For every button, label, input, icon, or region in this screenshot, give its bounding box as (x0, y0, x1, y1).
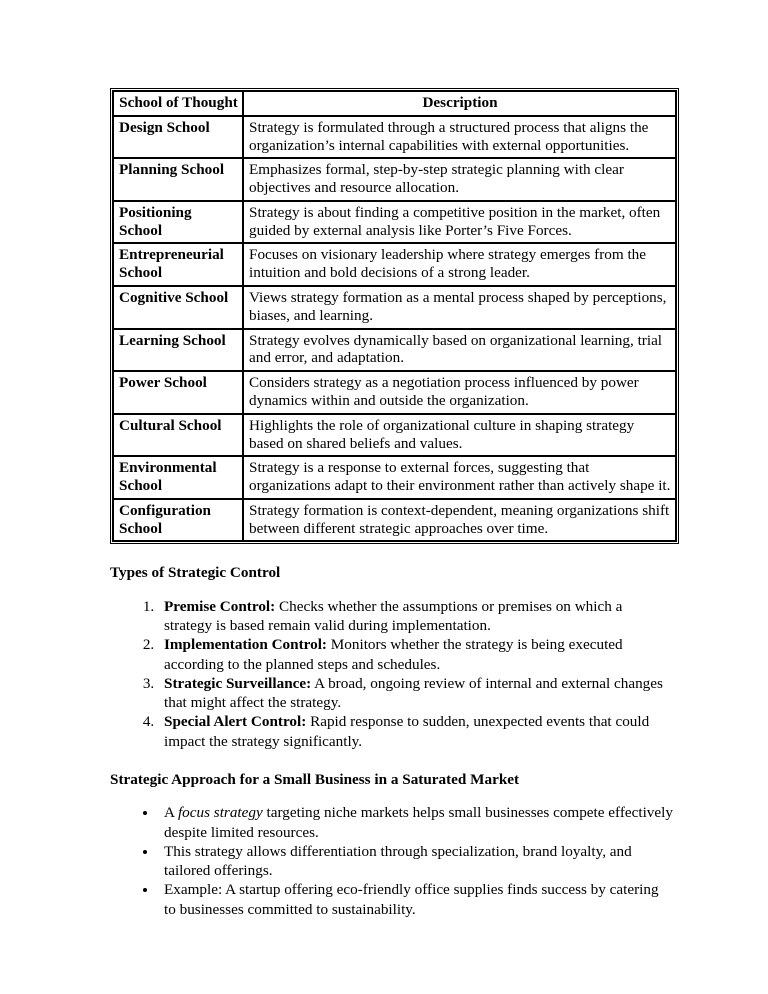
cell-school: Cultural School (113, 414, 243, 457)
list-item-text-before: Example: A startup offering eco-friendly office supplies finds success by catering to businesses committed to sustainability. (164, 881, 659, 918)
list-item-lead: Implementation Control: (164, 636, 327, 654)
list-item (158, 635, 673, 674)
cell-school: Planning School (113, 158, 243, 201)
list-item (158, 842, 673, 881)
cell-description: Strategy is a response to external forces, suggesting that organizations adapt to their environment rather than actively shape it. (243, 456, 676, 499)
list-item-text: Checks whether the assumptions or premises on which a strategy is based remain valid during implementation. (164, 597, 623, 634)
cell-school: Power School (113, 371, 243, 414)
list-item-text-before: This strategy allows differentiation through specialization, brand loyalty, and tailored offerings. (164, 842, 632, 880)
cell-school: Cognitive School (113, 286, 243, 329)
heading-types-of-strategic-control: Types of Strategic Control (110, 564, 281, 582)
cell-school: Learning School (113, 329, 243, 372)
cell-description: Views strategy formation as a mental process shaped by perceptions, biases, and learning. (243, 286, 676, 329)
list-item-text: Monitors whether the strategy is being executed according to the planned steps and schedules. (164, 636, 623, 673)
list-item (158, 803, 673, 842)
table-row (113, 371, 676, 414)
list-item-text-after: targeting niche markets helps small businesses compete effectively despite limited resources. (164, 804, 673, 841)
list-item (158, 674, 673, 713)
table-row (113, 243, 676, 286)
list-item-text: A broad, ongoing review of internal and external changes that might affect the strategy. (164, 674, 663, 712)
table-row (113, 201, 676, 244)
table-row (113, 414, 676, 457)
cell-description: Strategy is about finding a competitive position in the market, often guided by external analysis like Porter’s Five Forces. (243, 201, 676, 244)
table-row (113, 499, 676, 542)
table-row (113, 116, 676, 159)
strategic-approach-list (110, 803, 673, 919)
cell-description: Focuses on visionary leadership where strategy emerges from the intuition and bold decisions of a strong leader. (243, 243, 676, 286)
list-item-lead: Special Alert Control: (164, 713, 307, 731)
heading-strategic-approach: Strategic Approach for a Small Business in a Saturated Market (110, 771, 520, 789)
list-item-lead: Strategic Surveillance: (164, 674, 312, 692)
cell-description: Strategy formation is context-dependent, meaning organizations shift between different strategic approaches over time. (243, 499, 676, 542)
cell-school: Entrepreneurial School (113, 243, 243, 286)
strategic-control-list (110, 597, 673, 751)
column-header-description: Description (243, 91, 676, 116)
cell-description: Highlights the role of organizational culture in shaping strategy based on shared beliefs and values. (243, 414, 676, 457)
cell-school: Configuration School (113, 499, 243, 542)
table-row (113, 456, 676, 499)
table-row (113, 329, 676, 372)
cell-description: Considers strategy as a negotiation process influenced by power dynamics within and outside the organization. (243, 371, 676, 414)
table-row (113, 286, 676, 329)
column-header-school: School of Thought (113, 91, 243, 116)
table-header-row (113, 91, 676, 116)
cell-school: Positioning School (113, 201, 243, 244)
table-body (113, 91, 676, 541)
list-item-lead: Premise Control: (164, 597, 276, 615)
cell-description: Emphasizes formal, step-by-step strategic planning with clear objectives and resource allocation. (243, 158, 676, 201)
table-row (113, 158, 676, 201)
list-item-text: Rapid response to sudden, unexpected events that could impact the strategy significantly. (164, 713, 650, 750)
cell-description: Strategy evolves dynamically based on organizational learning, trial and error, and adaptation. (243, 329, 676, 372)
cell-school: Environmental School (113, 456, 243, 499)
schools-of-thought-table (110, 88, 679, 544)
cell-description: Strategy is formulated through a structured process that aligns the organization’s internal capabilities with external opportunities. (243, 116, 676, 159)
list-item (158, 712, 673, 751)
list-item-text-before: A (164, 804, 178, 822)
list-item (158, 597, 673, 636)
list-item (158, 880, 673, 919)
list-item-emphasis: focus strategy (177, 804, 263, 822)
cell-school: Design School (113, 116, 243, 159)
